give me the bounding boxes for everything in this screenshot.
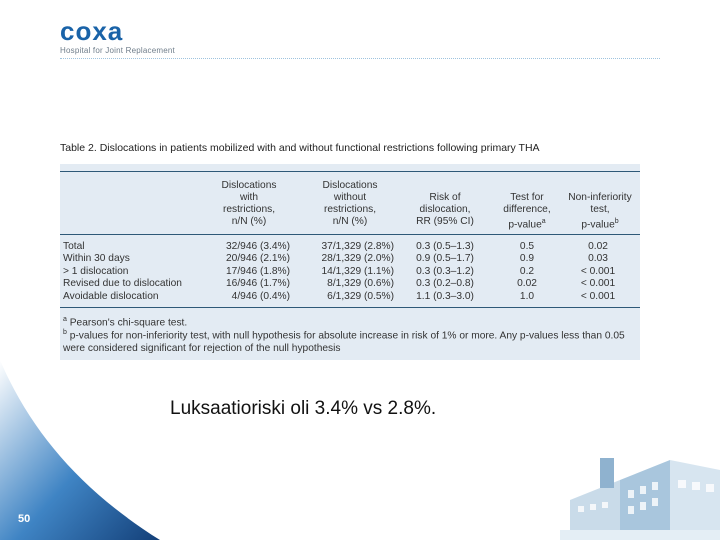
header-difference-sup: a [541,218,546,225]
footnote-b [63,327,633,355]
logo-wordmark: coxa [60,16,124,46]
table-cell-without-restrictions: 37/1,329 (2.8%) [321,241,394,252]
coxa-logo [60,18,180,58]
table-header-row [60,172,640,234]
table-cell-difference-p: 0.9 [519,253,535,265]
footnote-a-sup: a [63,316,67,323]
header-difference [494,192,560,231]
table-cell-non-inferiority-p: 0.03 [588,253,608,265]
footnote-a-text: Pearson's chi-square test. [69,317,188,329]
hospital-building-image [560,440,720,540]
table-cell-without-restrictions: 8/1,329 (0.6%) [327,278,394,290]
table-cell-non-inferiority-p: < 0.001 [580,278,616,290]
table-cell-difference-p: 0.2 [519,265,535,277]
table-cell-label: > 1 dislocation [63,265,129,277]
table-cell-with-restrictions: 17/946 (1.8%) [226,265,290,277]
header-difference-text: Test for difference, p-value [503,192,551,231]
table-cell-risk: 0.3 (0.5–1.3) [416,241,474,252]
header-risk [410,192,480,228]
table-cell-with-restrictions: 32/946 (3.4%) [226,241,290,252]
header-with-restrictions [208,180,290,228]
header-risk-text: Risk of dislocation, RR (95% CI) [416,192,474,227]
table-cell-label: Within 30 days [63,253,130,265]
table-cell-without-restrictions: 28/1,329 (2.0%) [321,253,394,265]
header-without-restrictions-text: Dislocations without restrictions, n/N (%) [322,180,378,227]
table-cell-label: Revised due to dislocation [63,278,182,290]
logo-subtitle: Hospital for Joint Replacement [60,46,175,55]
table-cell-non-inferiority-p: < 0.001 [580,265,616,277]
table-cell-risk: 0.3 (0.2–0.8) [416,278,474,290]
table-caption: Table 2. Dislocations in patients mobilized with and without functional restrictions following primary THA [60,142,540,154]
table-bottom-rule [60,307,640,308]
dislocation-table [60,164,640,360]
footnote-b-text: p-values for non-inferiority test, with null hypothesis for absolute increase in risk of 1% or more. Any p-values less than 0.05 were considered significant for rejection of the null hypothesis [63,330,625,354]
table-cell-with-restrictions: 20/946 (2.1%) [226,253,290,265]
table-cell-non-inferiority-p: 0.02 [588,241,608,252]
table-cell-label: Total [63,241,85,252]
table-cell-with-restrictions: 16/946 (1.7%) [226,278,290,290]
header-without-restrictions [306,180,394,228]
header-non-inferiority [560,192,640,231]
footnote-b-sup: b [63,329,67,336]
table-cell-risk: 0.9 (0.5–1.7) [416,253,474,265]
header-non-inferiority-text: Non-inferiority test, p-value [568,192,632,231]
table-cell-non-inferiority-p: < 0.001 [580,290,616,302]
table-top-rule [60,171,640,172]
table-cell-difference-p: 1.0 [519,290,535,302]
table-cell-difference-p: 0.02 [517,278,537,290]
slide-main-text: Luksaatioriski oli 3.4% vs 2.8%. [170,398,437,419]
table-cell-with-restrictions: 4/946 (0.4%) [231,290,290,302]
header-divider [60,58,660,59]
table-cell-risk: 1.1 (0.3–3.0) [416,290,474,302]
page-number: 50 [18,513,31,525]
table-header-rule [60,234,640,235]
table-cell-without-restrictions: 14/1,329 (1.1%) [321,265,394,277]
table-cell-difference-p: 0.5 [519,241,535,252]
header-non-inferiority-sup: b [614,218,619,225]
table-cell-risk: 0.3 (0.3–1.2) [416,265,474,277]
table-cell-label: Avoidable dislocation [63,290,159,302]
header-with-restrictions-text: Dislocations with restrictions, n/N (%) [221,180,277,227]
table-cell-without-restrictions: 6/1,329 (0.5%) [327,290,394,302]
